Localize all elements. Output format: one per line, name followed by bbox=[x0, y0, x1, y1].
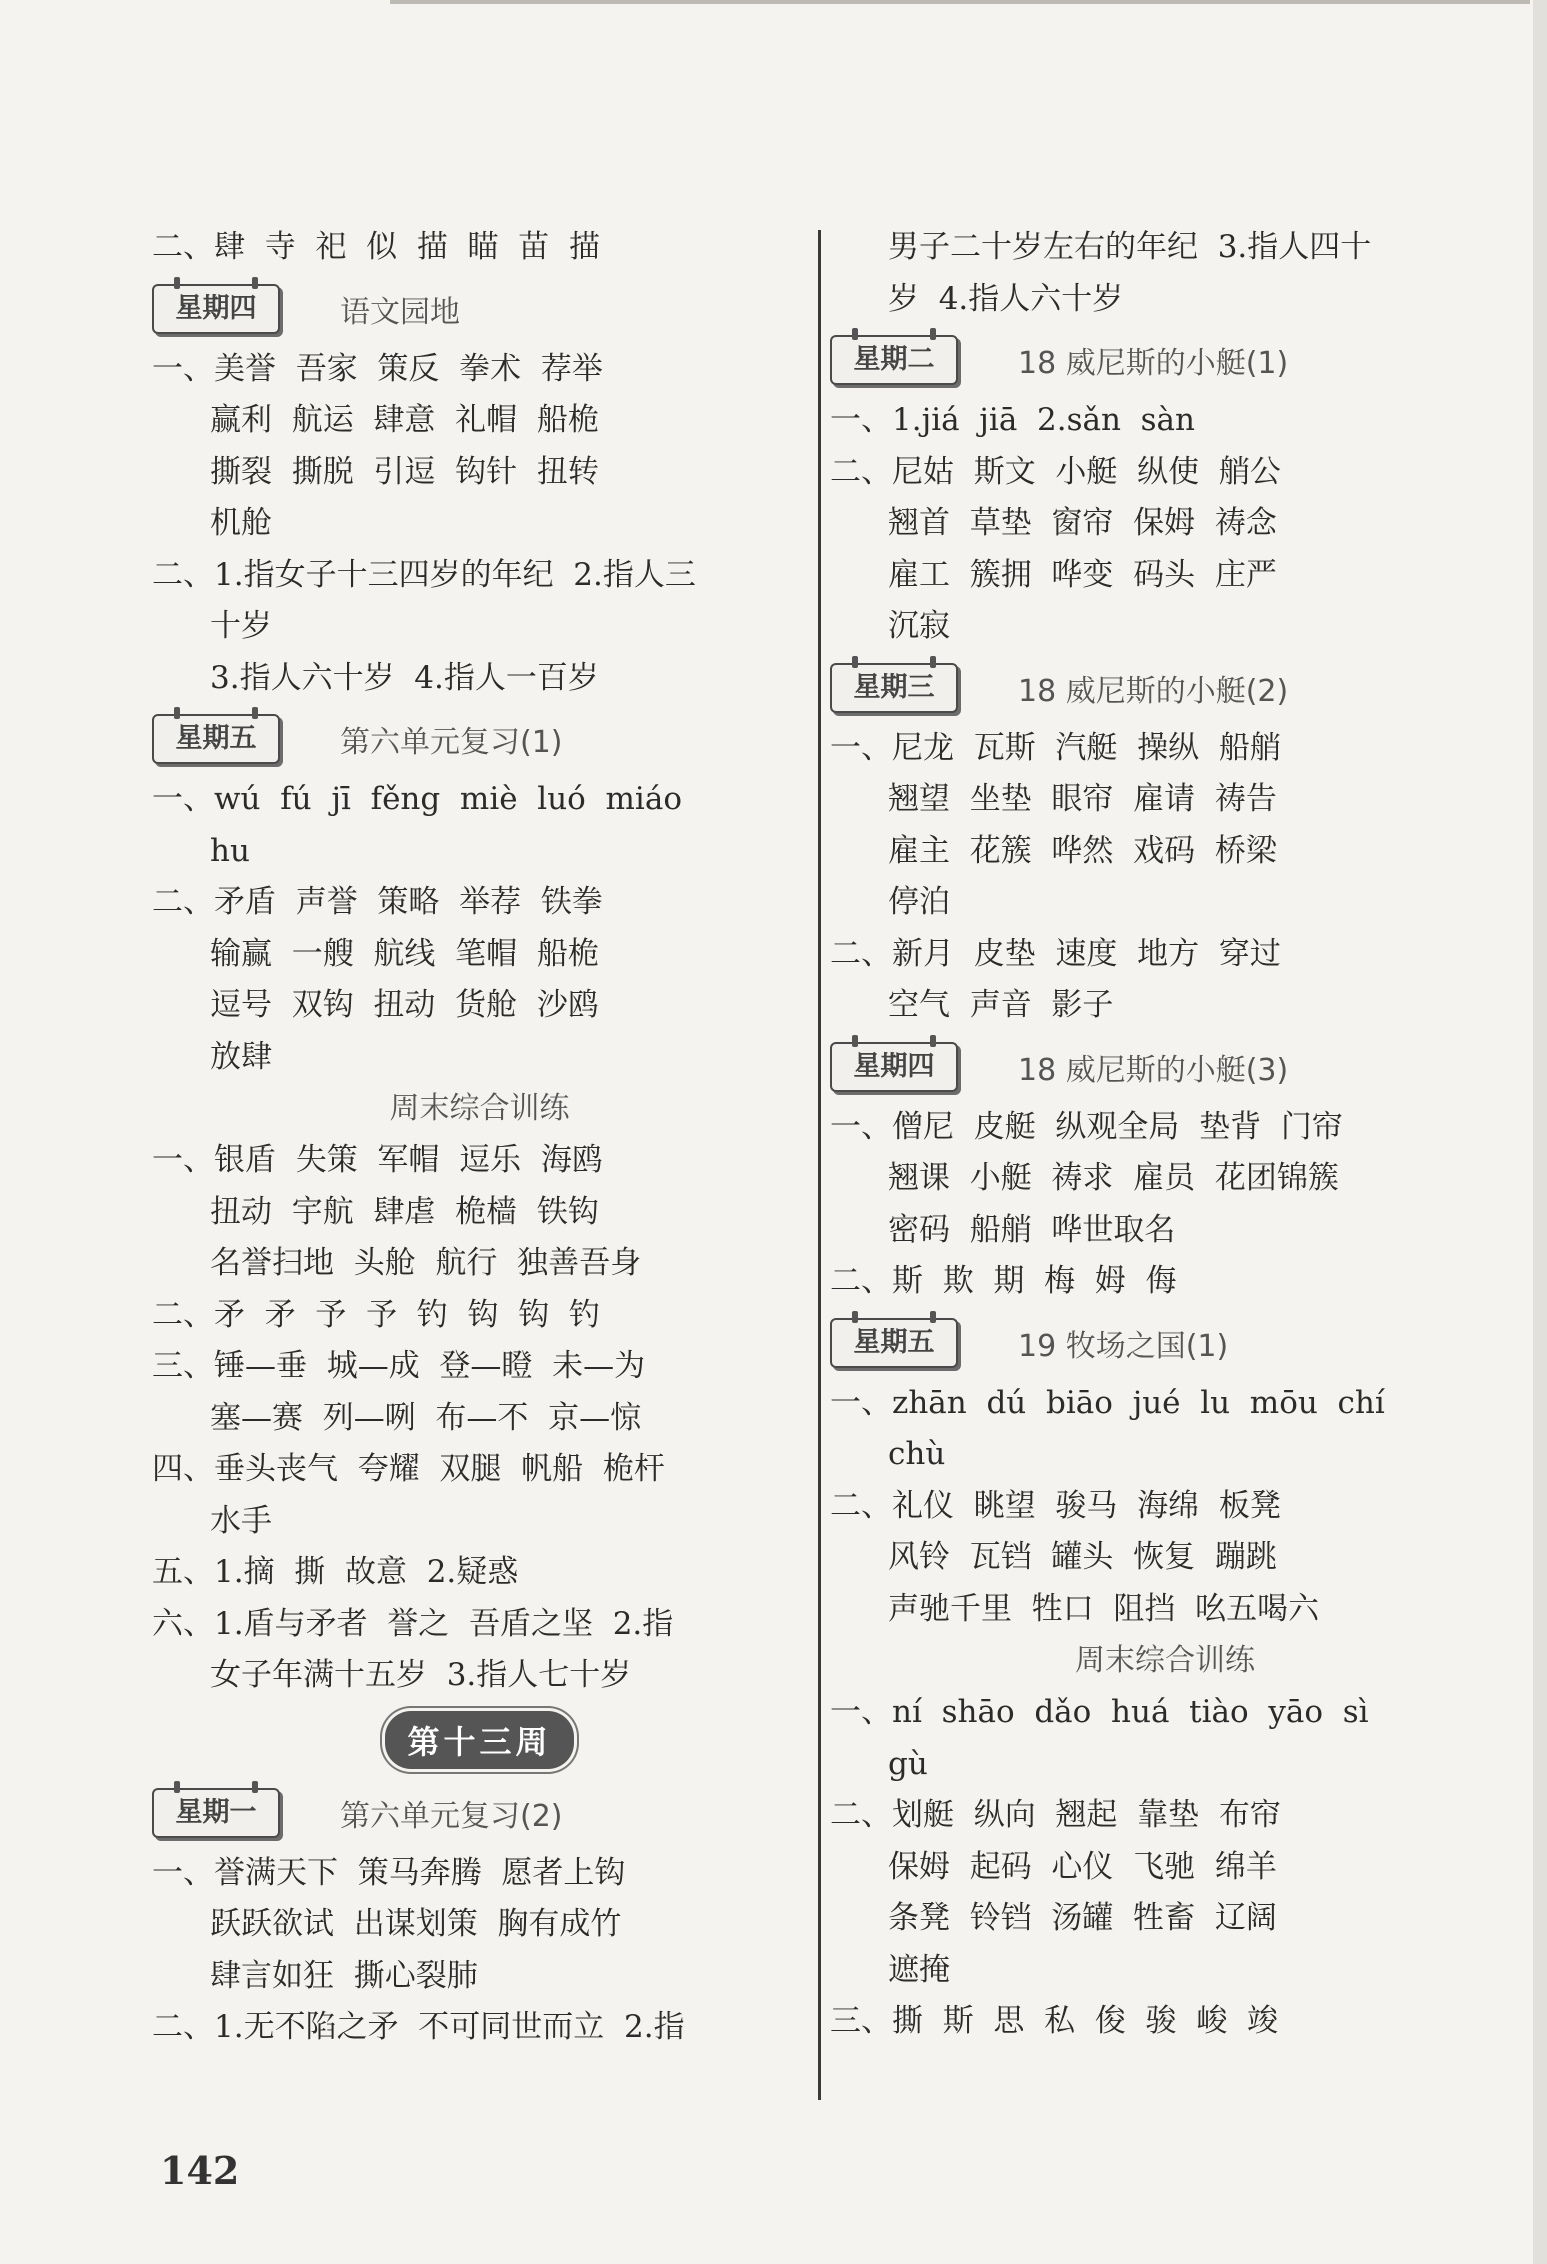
answer-line: 3.指人六十岁 4.指人一百岁 bbox=[210, 659, 599, 696]
answer-line: 一、美誉 吾家 策反 拳术 荐举 bbox=[152, 350, 603, 387]
weekday-badge: 星期五 bbox=[830, 1318, 958, 1368]
answer-line: 十岁 bbox=[210, 608, 272, 644]
column-divider bbox=[818, 230, 821, 2100]
subsection-title: 周末综合训练 bbox=[1075, 1643, 1255, 1678]
answer-line: 二、划艇 纵向 翘起 靠垫 布帘 bbox=[830, 1797, 1281, 1833]
answer-line: 二、礼仪 眺望 骏马 海绵 板凳 bbox=[830, 1487, 1281, 1524]
answer-line: 密码 船艄 哗世取名 bbox=[888, 1211, 1176, 1248]
answer-line: 岁 4.指人六十岁 bbox=[888, 280, 1124, 317]
subsection-title: 周末综合训练 bbox=[389, 1091, 570, 1126]
answer-line: 放肆 bbox=[210, 1038, 272, 1075]
answer-line: 一、尼龙 瓦斯 汽艇 操纵 船艄 bbox=[830, 729, 1281, 766]
answer-line: 机舱 bbox=[210, 505, 272, 541]
section-title: 语文园地 bbox=[340, 294, 460, 330]
right-column bbox=[830, 222, 1500, 2048]
weekday-badge: 星期一 bbox=[152, 1788, 280, 1838]
section-header bbox=[830, 653, 1500, 723]
weekday-badge: 星期四 bbox=[152, 284, 280, 334]
answer-line: 撕裂 撕脱 引逗 钩针 扭转 bbox=[210, 453, 599, 490]
answer-line: 逗号 双钩 扭动 货舱 沙鸥 bbox=[210, 987, 599, 1023]
section-header bbox=[830, 325, 1500, 395]
section-header bbox=[830, 1308, 1500, 1378]
answer-line: 名誉扫地 头舱 航行 独善吾身 bbox=[210, 1245, 642, 1281]
answer-line: 二、肆 寺 祀 似 描 瞄 苗 描 bbox=[152, 229, 600, 265]
week-banner bbox=[152, 1702, 807, 1778]
answer-line: 肆言如狂 撕心裂肺 bbox=[210, 1957, 478, 1994]
answer-line: chù bbox=[888, 1436, 946, 1472]
answer-line: 一、誉满天下 策马奔腾 愿者上钩 bbox=[152, 1854, 626, 1891]
answer-line: 一、wú fú jī fěng miè luó miáo bbox=[152, 781, 682, 817]
weekday-badge: 星期三 bbox=[830, 663, 958, 713]
answer-line: 沉寂 bbox=[888, 608, 950, 644]
answer-line: 女子年满十五岁 3.指人七十岁 bbox=[210, 1657, 632, 1693]
section-header bbox=[830, 1032, 1500, 1102]
weekday-badge: 星期四 bbox=[830, 1042, 958, 1092]
section-title: 18 威尼斯的小艇(2) bbox=[1018, 673, 1289, 709]
page-number: 142 bbox=[160, 2148, 240, 2193]
answer-line: 五、1.摘 撕 故意 2.疑惑 bbox=[152, 1554, 519, 1590]
section-title: 18 威尼斯的小艇(1) bbox=[1018, 346, 1289, 381]
answer-line: 翘课 小艇 祷求 雇员 花团锦簇 bbox=[888, 1160, 1339, 1196]
answer-line: 二、1.指女子十三四岁的年纪 2.指人三 bbox=[152, 556, 696, 593]
answer-line: 条凳 铃铛 汤罐 牲畜 辽阔 bbox=[888, 1900, 1277, 1936]
answer-line: 翘望 坐垫 眼帘 雇请 祷告 bbox=[888, 781, 1277, 817]
answer-line: 翘首 草垫 窗帘 保姆 祷念 bbox=[888, 505, 1277, 541]
section-title: 第六单元复习(2) bbox=[340, 1798, 563, 1834]
answer-line: 一、ní shāo dǎo huá tiào yāo sì bbox=[830, 1694, 1369, 1730]
answer-line: 遮掩 bbox=[888, 1951, 950, 1988]
section-title: 第六单元复习(1) bbox=[340, 725, 563, 760]
answer-line: 男子二十岁左右的年纪 3.指人四十 bbox=[888, 229, 1372, 265]
answer-line: 二、1.无不陷之矛 不可同世而立 2.指 bbox=[152, 2009, 685, 2045]
answer-line: 一、1.jiá jiā 2.sǎn sàn bbox=[830, 402, 1196, 438]
page-edge bbox=[1533, 0, 1547, 2264]
top-rule bbox=[390, 0, 1530, 4]
answer-line: 二、尼姑 斯文 小艇 纵使 艄公 bbox=[830, 453, 1281, 490]
answer-line: 保姆 起码 心仪 飞驰 绵羊 bbox=[888, 1848, 1277, 1885]
answer-line: 水手 bbox=[210, 1502, 272, 1539]
answer-line: 塞—赛 列—咧 布—不 京—惊 bbox=[210, 1399, 642, 1436]
answer-line: 一、僧尼 皮艇 纵观全局 垫背 门帘 bbox=[830, 1108, 1343, 1145]
answer-line: 输赢 一艘 航线 笔帽 船桅 bbox=[210, 935, 599, 972]
section-header bbox=[152, 274, 807, 344]
weekday-badge: 星期五 bbox=[152, 714, 280, 764]
section-title: 19 牧场之国(1) bbox=[1018, 1328, 1229, 1364]
weekday-badge: 星期二 bbox=[830, 335, 958, 385]
answer-line: 声驰千里 牲口 阻挡 吆五喝六 bbox=[888, 1590, 1320, 1627]
answer-line: 一、银盾 失策 军帽 逗乐 海鸥 bbox=[152, 1142, 603, 1178]
answer-line: 二、斯 欺 期 梅 姆 侮 bbox=[830, 1263, 1177, 1299]
answer-line: 四、垂头丧气 夸耀 双腿 帆船 桅杆 bbox=[152, 1451, 665, 1487]
week-banner-label: 第十三周 bbox=[385, 1711, 573, 1769]
answer-line: 风铃 瓦铛 罐头 恢复 蹦跳 bbox=[888, 1539, 1277, 1575]
answer-line: 三、撕 斯 思 私 俊 骏 峻 竣 bbox=[830, 2003, 1278, 2039]
answer-line: 二、矛盾 声誉 策略 举荐 铁拳 bbox=[152, 884, 603, 920]
answer-line: 二、新月 皮垫 速度 地方 穿过 bbox=[830, 935, 1281, 972]
answer-line: 扭动 宇航 肆虐 桅樯 铁钩 bbox=[210, 1193, 599, 1230]
answer-line: 雇主 花簇 哗然 戏码 桥梁 bbox=[888, 832, 1277, 869]
answer-line: 停泊 bbox=[888, 884, 950, 920]
answer-line: 跃跃欲试 出谋划策 胸有成竹 bbox=[210, 1906, 622, 1942]
answer-line: hu bbox=[210, 832, 250, 869]
left-column bbox=[152, 222, 807, 2054]
answer-line: 空气 声音 影子 bbox=[888, 987, 1114, 1023]
answer-line: 一、zhān dú biāo jué lu mōu chí bbox=[830, 1384, 1385, 1421]
answer-line: 六、1.盾与矛者 誉之 吾盾之坚 2.指 bbox=[152, 1605, 674, 1642]
answer-line: 赢利 航运 肆意 礼帽 船桅 bbox=[210, 402, 599, 438]
section-header bbox=[152, 1778, 807, 1848]
answer-line: 三、锤—垂 城—成 登—瞪 未—为 bbox=[152, 1348, 646, 1384]
section-title: 18 威尼斯的小艇(3) bbox=[1018, 1052, 1289, 1088]
answer-line: 二、矛 矛 予 予 钓 钩 钩 钓 bbox=[152, 1296, 600, 1333]
section-header bbox=[152, 704, 807, 774]
answer-line: gù bbox=[888, 1745, 928, 1782]
answer-line: 雇工 簇拥 哗变 码头 庄严 bbox=[888, 556, 1277, 593]
